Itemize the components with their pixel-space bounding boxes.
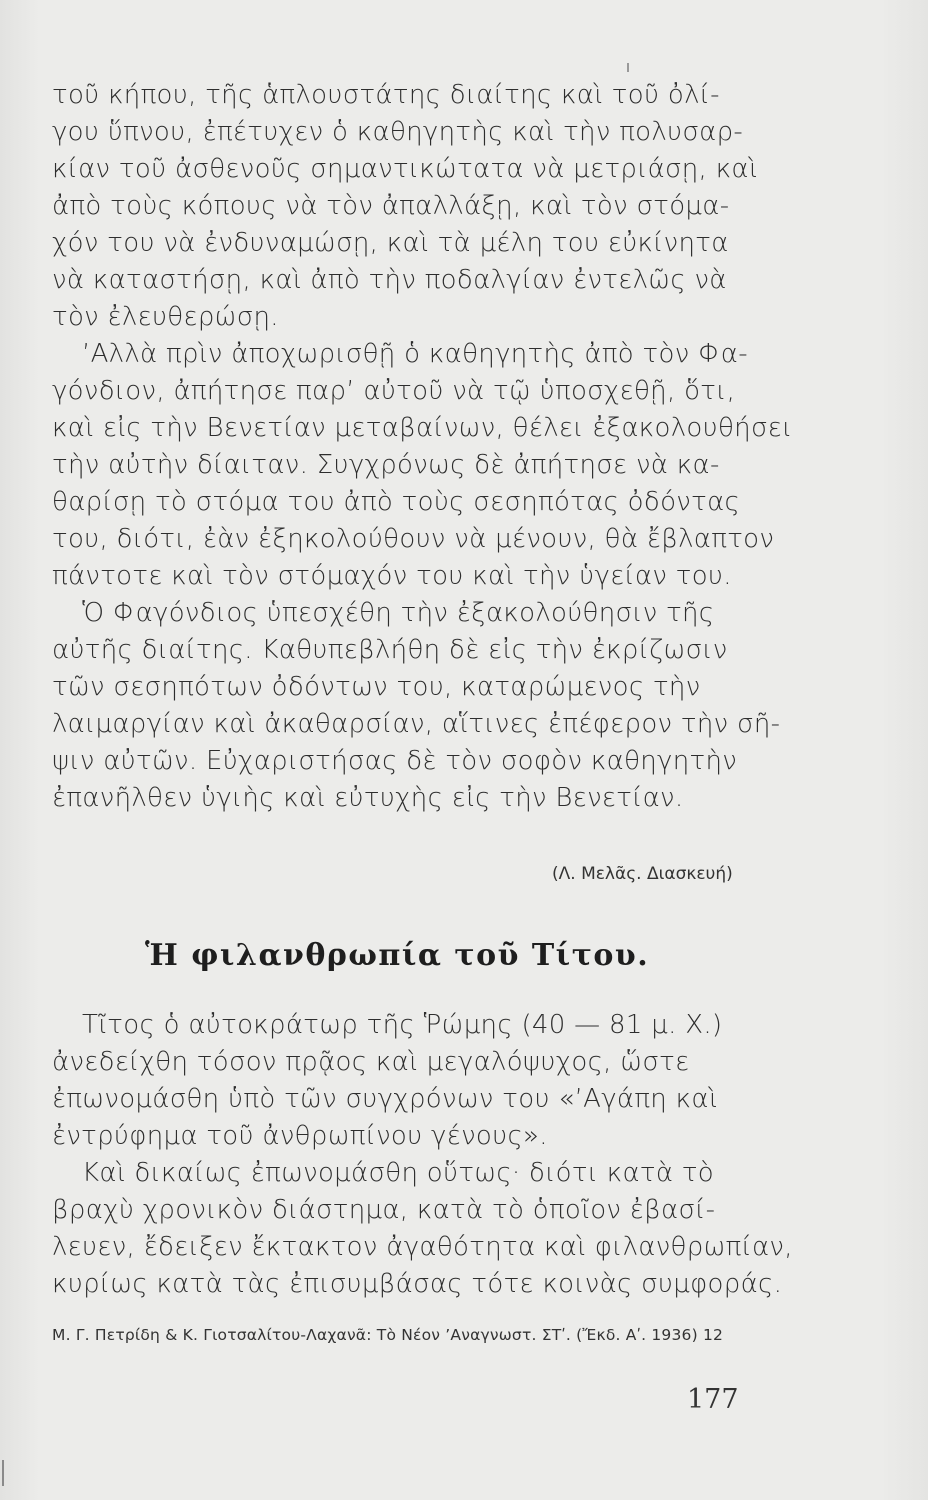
text-line: τὴν αὐτὴν δίαιταν. Συγχρόνως δὲ ἀπήτησε νὰ κα- [52,450,720,480]
text-line: Τῖτος ὁ αὐτοκράτωρ τῆς Ῥώμης (40 — 81 μ. Χ.) [82,1010,723,1040]
scan-edge-mark [2,1460,4,1486]
text-line: βραχὺ χρονικὸν διάστημα, κατὰ τὸ ὁποῖον ἐβασί- [52,1195,716,1225]
text-line: θαρίσῃ τὸ στόμα του ἀπὸ τοὺς σεσηπότας ὀδόντας [52,487,741,517]
text-line: γου ὕπνου, ἐπέτυχεν ὁ καθηγητὴς καὶ τὴν πολυσαρ- [52,117,744,147]
text-line: ἐπανῆλθεν ὑγιὴς καὶ εὐτυχὴς εἰς τὴν Βενετίαν. [52,783,684,813]
text-line: τὸν ἐλευθερώσῃ. [52,302,279,332]
page-number: 177 [687,1384,739,1415]
text-line: τοῦ κήπου, τῆς ἁπλουστάτης διαίτης καὶ τοῦ ὀλί- [52,80,720,110]
text-line: του, διότι, ἐὰν ἐξηκολούθουν νὰ μένουν, θὰ ἔβλαπτον [52,524,775,554]
text-line: χόν του νὰ ἐνδυναμώσῃ, καὶ τὰ μέλη του εὐκίνητα [52,228,729,258]
text-line: τῶν σεσηπότων ὀδόντων του, καταρώμενος τὴν [52,672,701,702]
text-line: Ὁ Φαγόνδιος ὑπεσχέθη τὴν ἐξακολούθησιν τῆς [82,598,715,628]
print-speck [627,63,629,72]
text-line: ἐπωνομάσθη ὑπὸ τῶν συγχρόνων του «ʼΑγάπη καὶ [52,1084,718,1114]
text-line: ἀνεδείχθη τόσον πρᾷος καὶ μεγαλόψυχος, ὥστε [52,1047,690,1077]
text-line: κυρίως κατὰ τὰς ἐπισυμβάσας τότε κοινὰς συμφοράς. [52,1269,783,1299]
text-line: αὐτῆς διαίτης. Καθυπεβλήθη δὲ εἰς τὴν ἐκρίζωσιν [52,635,728,665]
text-line: ψιν αὐτῶν. Εὐχαριστήσας δὲ τὸν σοφὸν καθηγητὴν [52,746,738,776]
text-line: καὶ εἰς τὴν Βενετίαν μεταβαίνων, θέλει ἐξακολουθήσει [52,413,793,443]
text-line: γόνδιον, ἀπήτησε παρʼ αὐτοῦ νὰ τῷ ὑποσχεθῇ, ὅτι, [52,376,736,406]
text-line: πάντοτε καὶ τὸν στόμαχόν του καὶ τὴν ὑγείαν του. [52,561,732,591]
page-footer: Μ. Γ. Πετρίδη & Κ. Γιοτσαλίτου-Λαχανᾶ: Τὸ Νέον ʼΑναγνωστ. ΣΤʹ. (Ἔκδ. Αʹ. 1936) 12 [52,1326,724,1344]
section-heading: Ἡ φιλανθρωπία τοῦ Τίτου. [145,938,650,973]
text-line: ἐντρύφημα τοῦ ἀνθρωπίνου γένους». [52,1121,548,1151]
text-line: νὰ καταστήσῃ, καὶ ἀπὸ τὴν ποδαλγίαν ἐντελῶς νὰ [52,265,727,295]
text-line: κίαν τοῦ ἀσθενοῦς σημαντικώτατα νὰ μετριάσῃ, καὶ [52,154,758,184]
attribution: (Λ. Μελᾶς. Διασκευή) [552,864,733,884]
text-line: ʼΑλλὰ πρὶν ἀποχωρισθῇ ὁ καθηγητὴς ἀπὸ τὸν Φα- [82,339,748,369]
text-line: λευεν, ἔδειξεν ἔκτακτον ἀγαθότητα καὶ φιλανθρωπίαν, [52,1232,793,1262]
text-line: λαιμαργίαν καὶ ἀκαθαρσίαν, αἵτινες ἐπέφερον τὴν σῆ- [52,709,781,739]
text-line: Καὶ δικαίως ἐπωνομάσθη οὕτως· διότι κατὰ τὸ [82,1158,715,1188]
text-line: ἀπὸ τοὺς κόπους νὰ τὸν ἀπαλλάξῃ, καὶ τὸν στόμα- [52,191,730,221]
